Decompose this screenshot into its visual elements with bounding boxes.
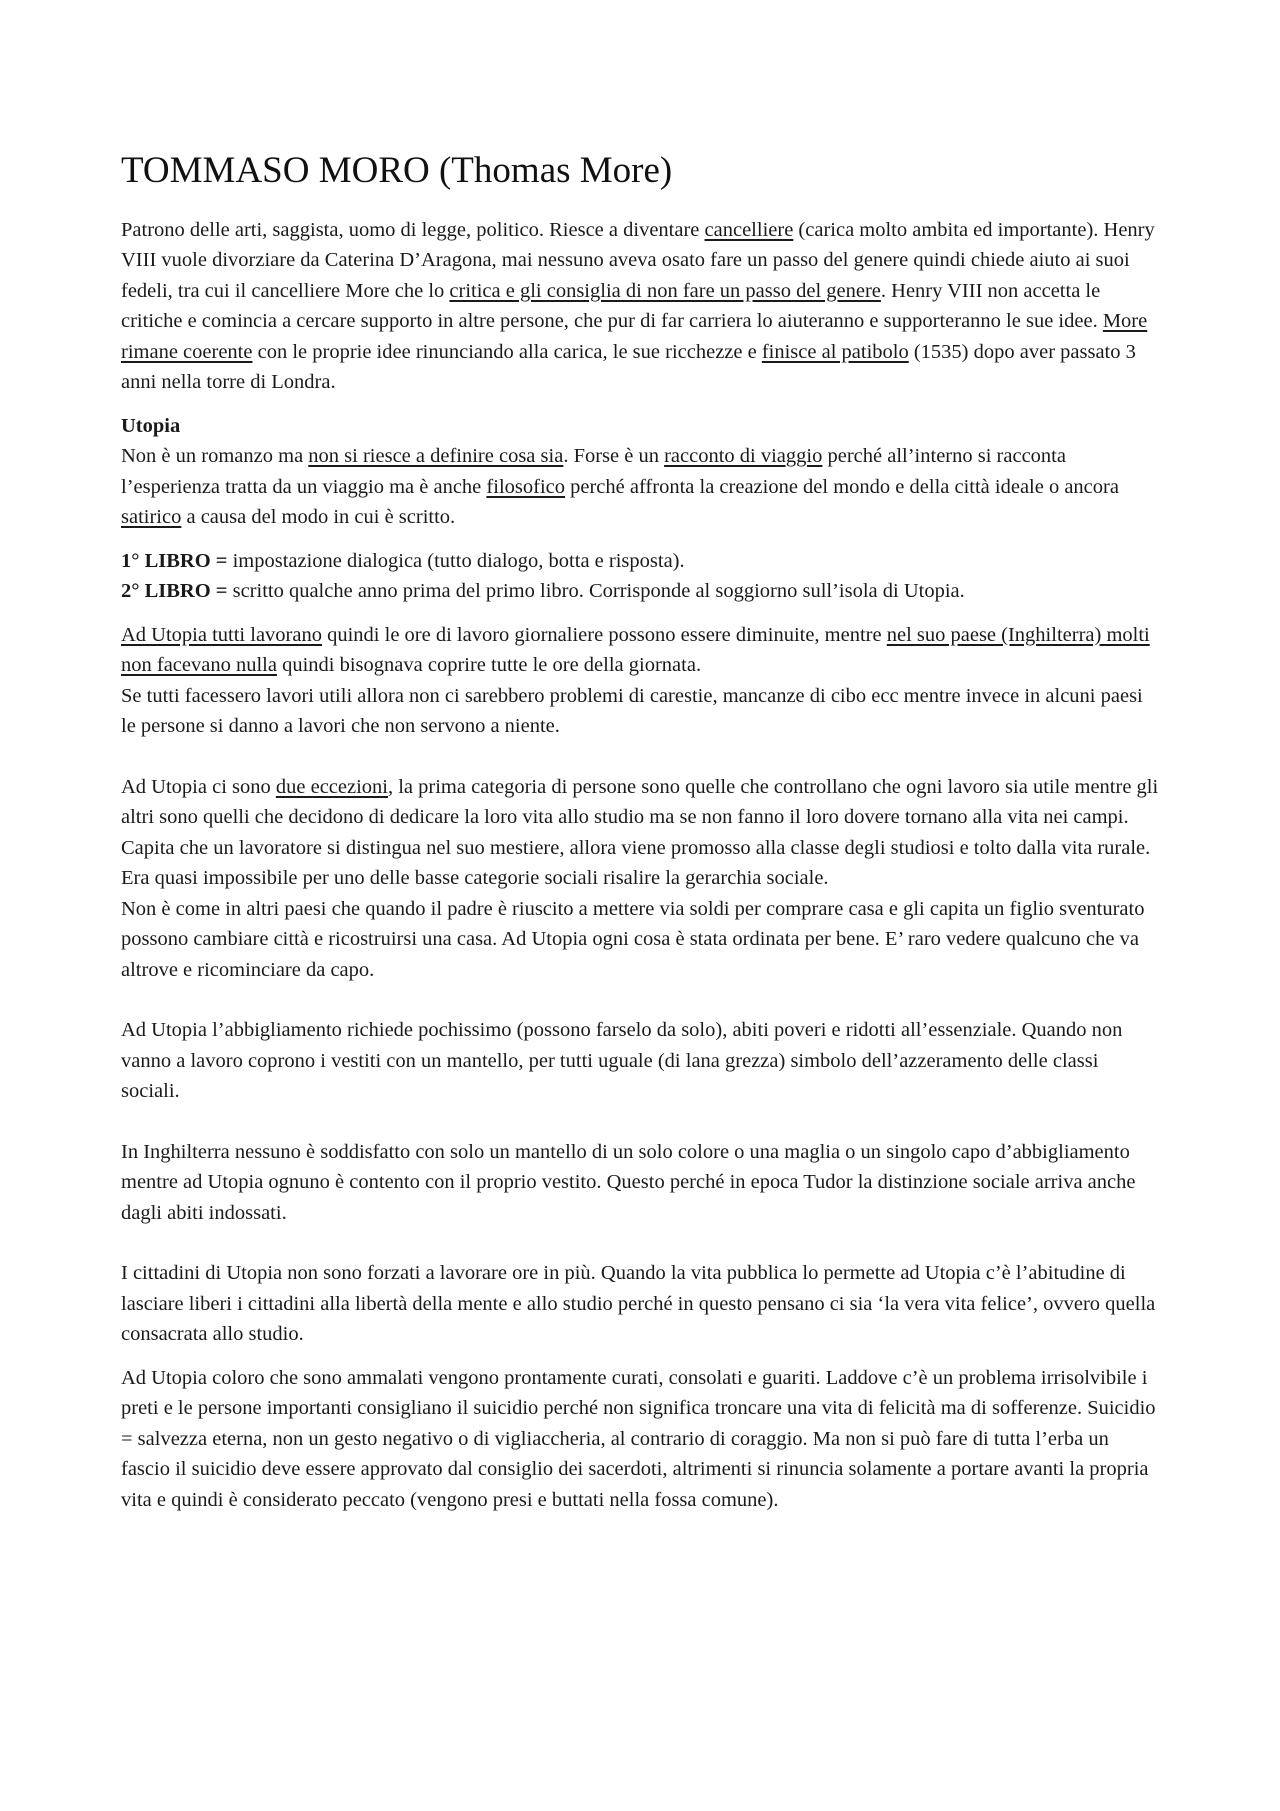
intro-paragraph: Patrono delle arti, saggista, uomo di legge, politico. Riesce a diventare cancelliere (carica molto ambita ed importante). Henry VIII vuole divorziare da Caterina D’Aragona, mai nessuno aveva osato fare un passo del genere quindi chiede aiuto ai suoi fedeli, tra cui il cancelliere More che lo critica e gli consiglia di non fare un passo del genere. Henry VIII non accetta le critiche e comincia a cercare supporto in altre persone, che pur di far carriera lo aiuteranno e supporteranno le sue idee. More rimane coerente con le proprie idee rinunciando alla carica, le sue ricchezze e finisce al patibolo (1535) dopo aver passato 3 anni nella torre di Londra.: [121, 218, 1155, 394]
page-title: TOMMASO MORO (Thomas More): [121, 150, 673, 191]
exceptions-paragraph-2: Capita che un lavoratore si distingua nel suo mestiere, allora viene promosso alla classe degli studiosi e tolto dalla vita rurale. Era quasi impossibile per uno delle basse categorie sociali risalire la gerarchia sociale.: [121, 836, 1151, 890]
exceptions-paragraph-3: Non è come in altri paesi che quando il padre è riuscito a mettere via soldi per comprare casa e gli capita un figlio sventurato possono cambiare città e ricostruirsi una casa. Ad Utopia ogni cosa è stata ordinata per bene. E’ raro vedere qualcuno che va altrove e ricominciare da capo.: [121, 897, 1145, 981]
citizens-paragraph: I cittadini di Utopia non sono forzati a lavorare ore in più. Quando la vita pubblica lo permette ad Utopia c’è l’abitudine di lasciare liberi i cittadini alla libertà della mente e allo studio perché in questo pensano ci sia ‘la vera vita felice’, ovvero quella consacrata allo studio.: [121, 1262, 1156, 1346]
clothing-paragraph: Ad Utopia l’abbigliamento richiede pochissimo (possono farselo da solo), abiti poveri e ridotti all’essenziale. Quando non vanno a lavoro coprono i vestiti con un mantello, per tutti uguale (di lana grezza) simbolo dell’azzeramento delle classi sociali.: [121, 1019, 1123, 1103]
england-paragraph: In Inghilterra nessuno è soddisfatto con solo un mantello di un solo colore o una maglia o un singolo capo d’abbigliamento mentre ad Utopia ognuno è contento con il proprio vestito. Questo perché in epoca Tudor la distinzione sociale arriva anche dagli abiti indossati.: [121, 1140, 1136, 1224]
document-body: [121, 150, 1161, 1515]
work-paragraph-2: Se tutti facessero lavori utili allora non ci sarebbero problemi di carestie, mancanze di cibo ecc mentre invece in alcuni paesi le persone si danno a lavori che non servono a niente.: [121, 684, 1143, 738]
book-one-line: 1° LIBRO = impostazione dialogica (tutto dialogo, botta e risposta).: [121, 549, 685, 572]
exceptions-paragraph: Ad Utopia ci sono due eccezioni, la prima categoria di persone sono quelle che controllano che ogni lavoro sia utile mentre gli altri sono quelli che decidono di dedicare la loro vita allo studio ma se non fanno il loro dovere tornano alla vita nei campi.: [121, 775, 1159, 829]
book-two-line: 2° LIBRO = scritto qualche anno prima del primo libro. Corrisponde al soggiorno sull’isola di Utopia.: [121, 580, 965, 603]
utopia-paragraph: Non è un romanzo ma non si riesce a definire cosa sia. Forse è un racconto di viaggio perché all’interno si racconta l’esperienza tratta da un viaggio ma è anche filosofico perché affronta la creazione del mondo e della città ideale o ancora satirico a causa del modo in cui è scritto.: [121, 445, 1119, 529]
utopia-heading: Utopia: [121, 414, 181, 437]
sick-paragraph: Ad Utopia coloro che sono ammalati vengono prontamente curati, consolati e guariti. Laddove c’è un problema irrisolvibile i preti e le persone importanti consigliano il suicidio perché non significa troncare una vita di felicità ma di sofferenze. Suicidio = salvezza eterna, non un gesto negativo o di vigliaccheria, al contrario di coraggio. Ma non si può fare di tutta l’erba un fascio il suicidio deve essere approvato dal consiglio dei sacerdoti, altrimenti si rinuncia solamente a portare avanti la propria vita e quindi è considerato peccato (vengono presi e buttati nella fossa comune).: [121, 1366, 1156, 1511]
work-paragraph: Ad Utopia tutti lavorano quindi le ore di lavoro giornaliere possono essere diminuite, mentre nel suo paese (Inghilterra) molti non facevano nulla quindi bisognava coprire tutte le ore della giornata.: [121, 623, 1150, 677]
